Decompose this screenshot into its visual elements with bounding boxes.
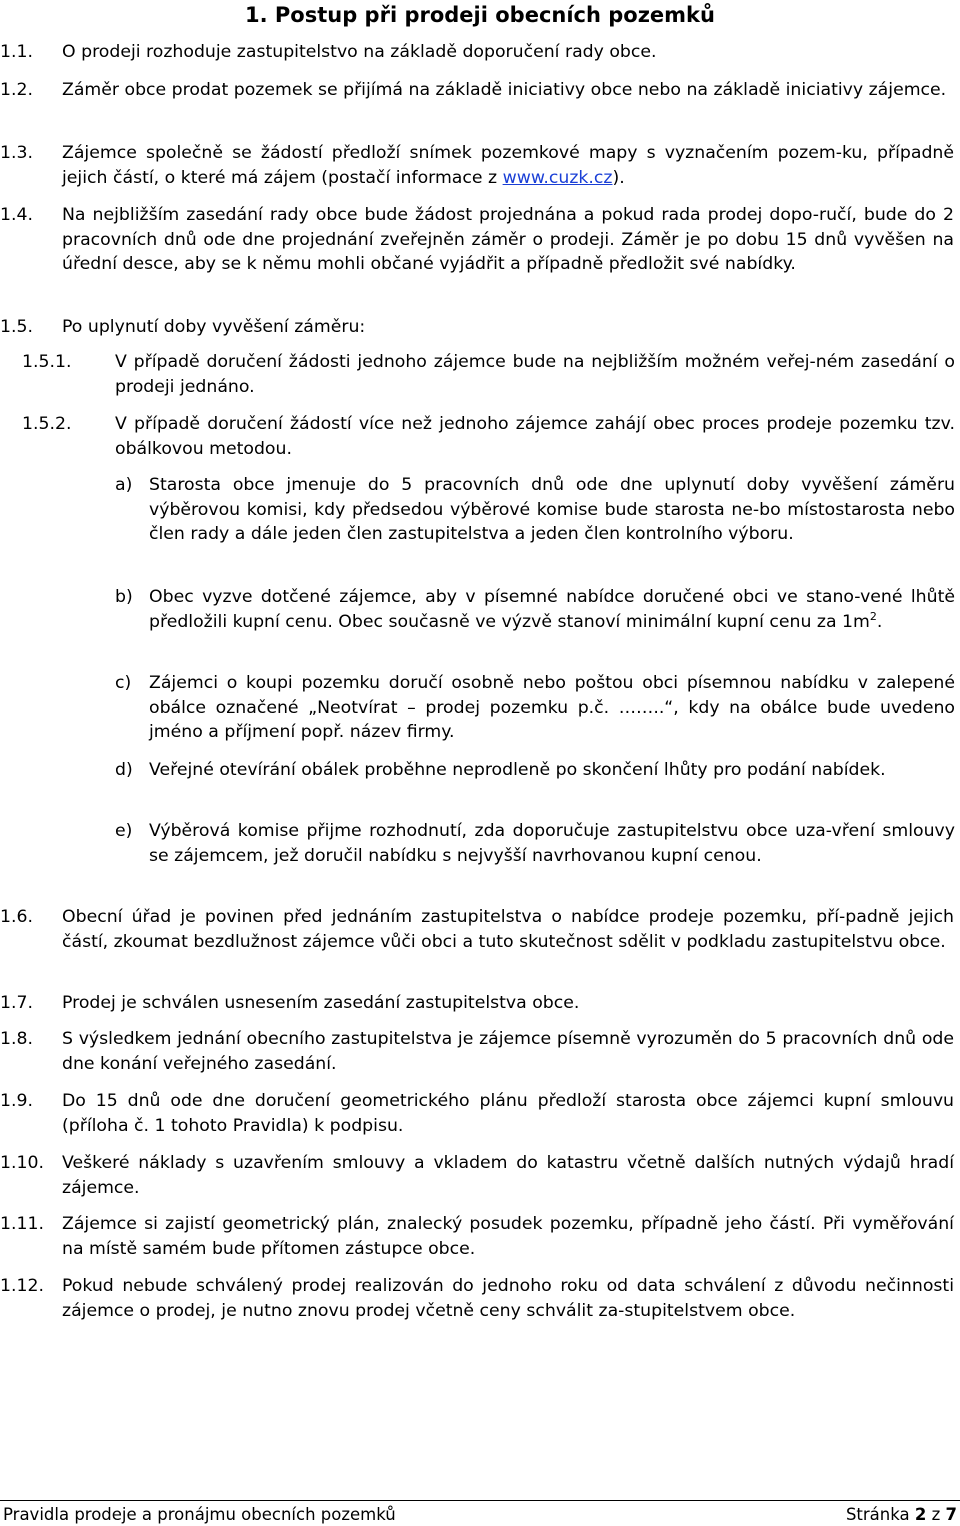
- footer-title: Pravidla prodeje a pronájmu obecních pozemků: [3, 1505, 396, 1524]
- list-item: [0, 991, 960, 1016]
- item-text: Záměr obce prodat pozemek se přijímá na základě iniciativy obce nebo na základě iniciativy zájemce.: [62, 80, 947, 100]
- list-item: [0, 1027, 960, 1076]
- item-text: [62, 141, 954, 190]
- item-text: Zájemce si zajistí geometrický plán, znalecký posudek pozemku, případně jeho částí. Při vyměřování na místě samém bude přítomen zástupce obce.: [62, 1214, 954, 1259]
- sub-list-item: [115, 671, 960, 745]
- item-number: 1.2.: [0, 80, 33, 100]
- item-text: S výsledkem jednání obecního zastupitelstva je zájemce písemně vyrozuměn do 5 pracovních dnů ode dne konání veřejného zasedání.: [62, 1029, 954, 1074]
- item-number: 1.4.: [0, 205, 33, 225]
- item-text-part: Obec vyzve dotčené zájemce, aby v písemné nabídce doručené obci ve stano-vené lhůtě předložili kupní cenu. Obec současně ve výzvě stanoví minimální kupní cenu za 1m: [149, 587, 955, 632]
- sub-list-item: [115, 585, 960, 634]
- item-letter: e): [115, 821, 133, 841]
- item-number: 1.12.: [0, 1276, 44, 1296]
- item-number: 1.5.1.: [22, 352, 72, 372]
- item-text: V případě doručení žádostí více než jednoho zájemce zahájí obec proces prodeje pozemku tzv. obálkovou metodou.: [115, 414, 955, 459]
- item-letter: d): [115, 760, 133, 780]
- item-text: Veřejné otevírání obálek proběhne neprodleně po skončení lhůty pro podání nabídek.: [149, 760, 886, 780]
- item-number: 1.3.: [0, 143, 33, 163]
- item-text: Na nejbližším zasedání rady obce bude žádost projednána a pokud rada prodej dopo-ručí, bude do 2 pracovních dnů ode dne projednání zveřejněn záměr o prodeji. Záměr je po dobu 15 dnů vyvěšen na úřední desce, aby se k němu mohli občané vyjádřit a případně předložit své nabídky.: [62, 205, 954, 275]
- item-text: [149, 585, 955, 634]
- item-text: Výběrová komise přijme rozhodnutí, zda doporučuje zastupitelstvu obce uza-vření smlouvy se zájemcem, jež doručil nabídku s nejvyšší navrhovanou kupní cenou.: [149, 821, 955, 866]
- list-item: [0, 1212, 960, 1261]
- item-letter: c): [115, 673, 132, 693]
- item-number: 1.6.: [0, 907, 33, 927]
- list-item: [0, 40, 960, 65]
- item-number: 1.8.: [0, 1029, 33, 1049]
- item-letter: b): [115, 587, 133, 607]
- list-item: [0, 203, 960, 277]
- item-number: 1.10.: [0, 1153, 44, 1173]
- item-number: 1.11.: [0, 1214, 44, 1234]
- item-text: Veškeré náklady s uzavřením smlouvy a vkladem do katastru včetně dalších nutných výdajů hradí zájemce.: [62, 1153, 954, 1198]
- item-text-part: ).: [612, 167, 625, 188]
- item-text: Po uplynutí doby vyvěšení záměru:: [62, 317, 366, 337]
- item-number: 1.9.: [0, 1091, 33, 1111]
- list-item: [0, 905, 960, 954]
- item-text-part: .: [876, 611, 883, 632]
- item-text: Obecní úřad je povinen před jednáním zastupitelstva o nabídce prodeje pozemku, pří-padně jejich částí, zkoumat bezdlužnost zájemce vůči obci a tuto skutečnost sdělit v podkladu zastupitelstvu obce.: [62, 907, 954, 952]
- item-text: Pokud nebude schválený prodej realizován do jednoho roku od data schválení z důvodu nečinnosti zájemce o prodej, je nutno znovu prodej včetně ceny schválit za-stupitelstvem obce.: [62, 1276, 954, 1321]
- item-text: V případě doručení žádosti jednoho zájemce bude na nejbližším možném veřej-ném zasedání o prodeji jednáno.: [115, 352, 955, 397]
- list-item: [0, 78, 960, 103]
- item-text: Do 15 dnů ode dne doručení geometrického plánu předloží starosta obce zájemci kupní smlouvu (příloha č. 1 tohoto Pravidla) k podpisu.: [62, 1091, 954, 1136]
- page-total: 7: [945, 1505, 957, 1524]
- item-number: 1.7.: [0, 993, 33, 1013]
- item-text: O prodeji rozhoduje zastupitelstvo na základě doporučení rady obce.: [62, 42, 657, 62]
- sub-list-item: [115, 473, 960, 547]
- list-item: [0, 1151, 960, 1200]
- item-number: 1.1.: [0, 42, 33, 62]
- sub-list-item: [115, 758, 960, 783]
- footer-divider: [0, 1500, 960, 1501]
- list-item: [0, 315, 960, 340]
- item-letter: a): [115, 475, 133, 495]
- footer-page-number: [846, 1505, 957, 1525]
- list-item: [0, 141, 960, 190]
- item-number: 1.5.: [0, 317, 33, 337]
- list-item: [22, 412, 960, 461]
- page-label: Stránka: [845, 1505, 910, 1524]
- item-text-part: Zájemce společně se žádostí předloží snímek pozemkové mapy s vyznačením pozem-ku, případně jejich částí, o které má zájem (postačí informace z: [62, 143, 954, 188]
- item-number: 1.5.2.: [22, 414, 72, 434]
- page-current: 2: [914, 1505, 927, 1524]
- list-item: [0, 1089, 960, 1138]
- sub-list-item: [115, 819, 960, 868]
- section-heading: 1. Postup při prodeji obecních pozemků: [245, 3, 715, 27]
- item-text: Prodej je schválen usnesením zasedání zastupitelstva obce.: [62, 993, 580, 1013]
- cuzk-link[interactable]: www.cuzk.cz: [502, 167, 613, 188]
- superscript: 2: [869, 609, 877, 623]
- item-text: Zájemci o koupi pozemku doručí osobně nebo poštou obci písemnou nabídku v zalepené obálce označené „Neotvírat – prodej pozemku p.č. ……..“, kdy na obálce bude uvedeno jméno a příjmení popř. název firmy.: [149, 673, 955, 743]
- page-separator: z: [931, 1505, 941, 1524]
- list-item: [22, 350, 960, 399]
- item-text: Starosta obce jmenuje do 5 pracovních dnů ode dne uplynutí doby vyvěšení záměru výběrovou komisi, kdy předsedou výběrové komise bude starosta ne-bo místostarosta nebo člen rady a dále jeden člen zastupitelstva a jeden člen kontrolního výboru.: [149, 475, 955, 545]
- list-item: [0, 1274, 960, 1323]
